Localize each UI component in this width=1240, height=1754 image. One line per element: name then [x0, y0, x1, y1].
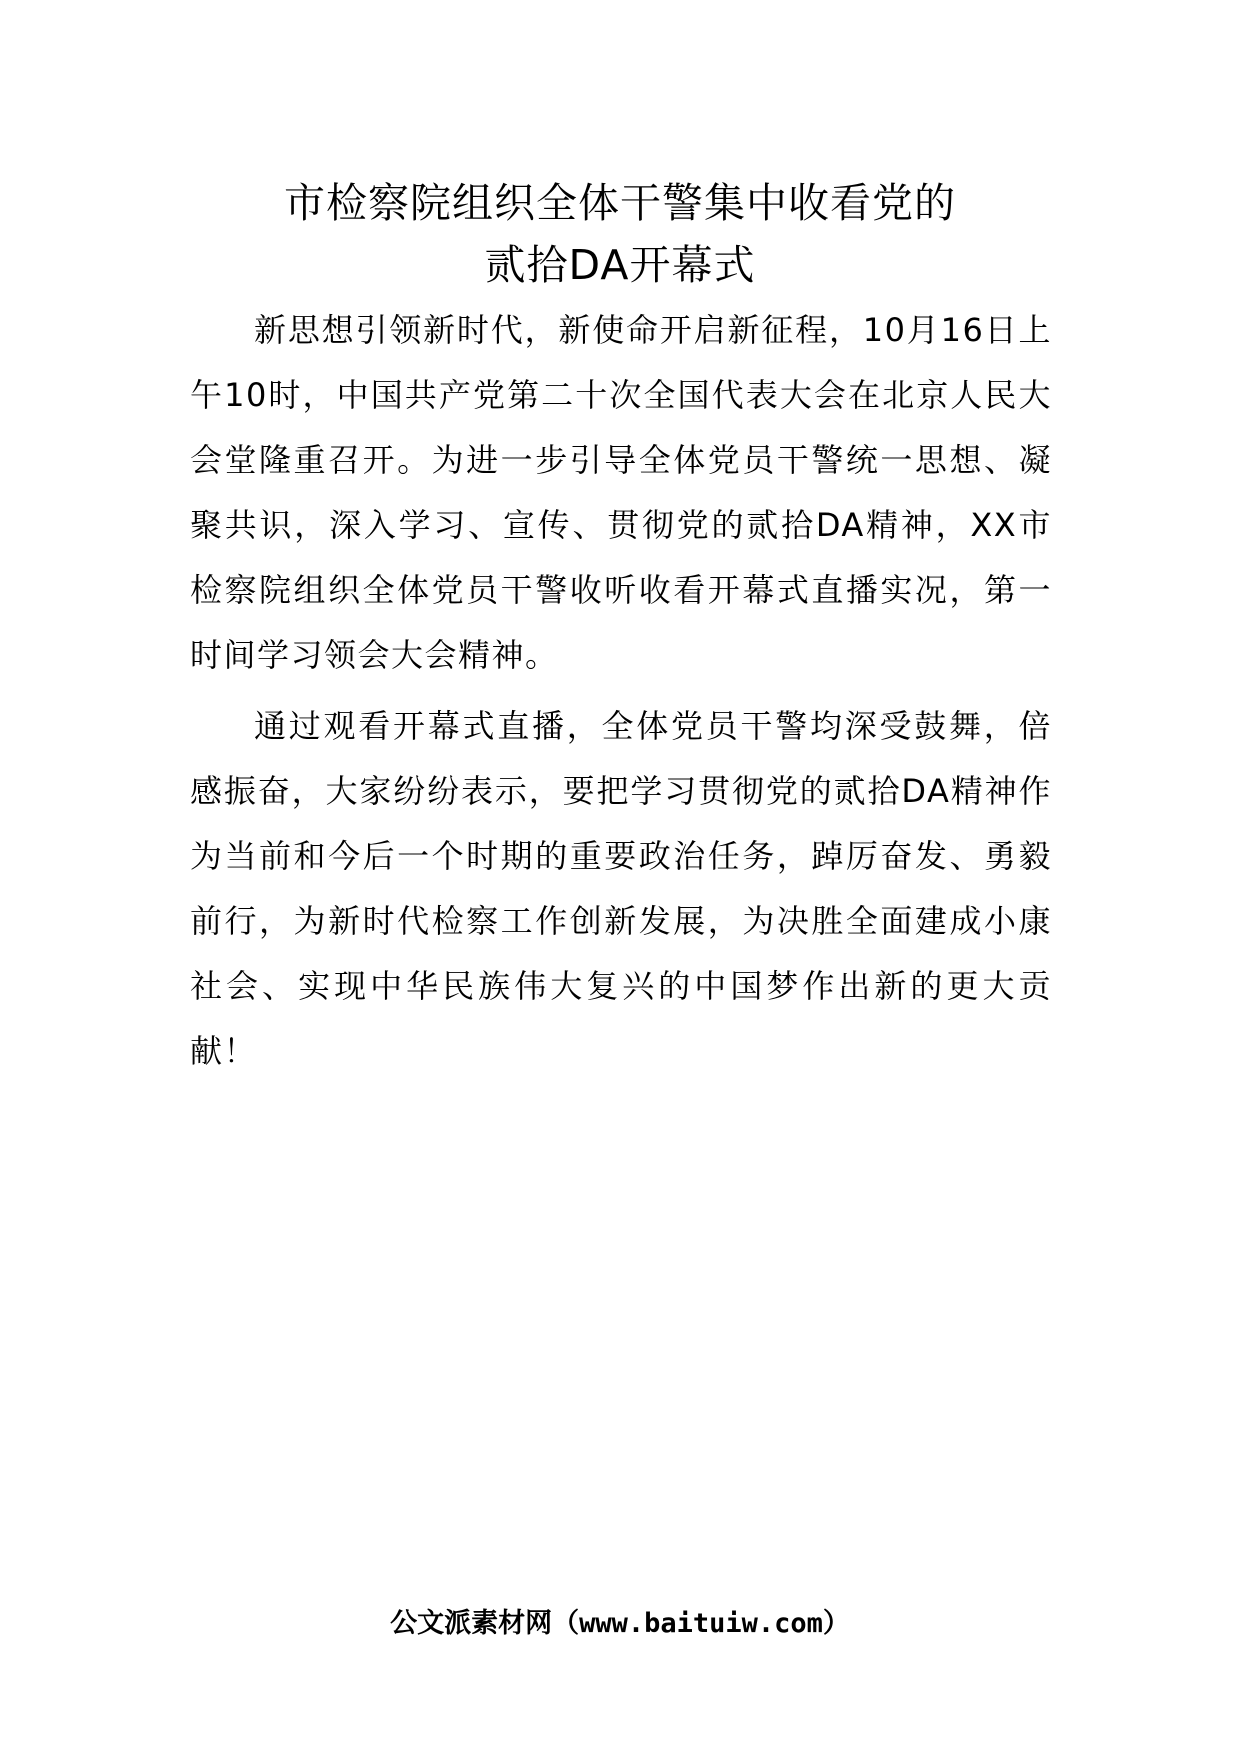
footer-source: 公文派素材网（www.baituiw.com）: [390, 1608, 850, 1639]
title-line-2: 贰拾DA开幕式: [484, 241, 756, 289]
document-body: [190, 298, 1052, 1090]
title-line-1: 市检察院组织全体干警集中收看党的: [284, 179, 956, 227]
paragraph-1: 新思想引领新时代，新使命开启新征程，10月16日上午10时，中国共产党第二十次全国代表大会在北京人民大会堂隆重召开。为进一步引导全体党员干警统一思想、凝聚共识，深入学习、宣传、贯彻党的贰拾DA精神，XX市检察院组织全体党员干警收听收看开幕式直播实况，第一时间学习领会大会精神。: [190, 311, 1052, 674]
document-title: [190, 172, 1050, 296]
paragraph-2: 通过观看开幕式直播，全体党员干警均深受鼓舞，倍感振奋，大家纷纷表示，要把学习贯彻党的贰拾DA精神作为当前和今后一个时期的重要政治任务，踔厉奋发、勇毅前行，为新时代检察工作创新发展，为决胜全面建成小康社会、实现中华民族伟大复兴的中国梦作出新的更大贡献！: [190, 707, 1052, 1070]
